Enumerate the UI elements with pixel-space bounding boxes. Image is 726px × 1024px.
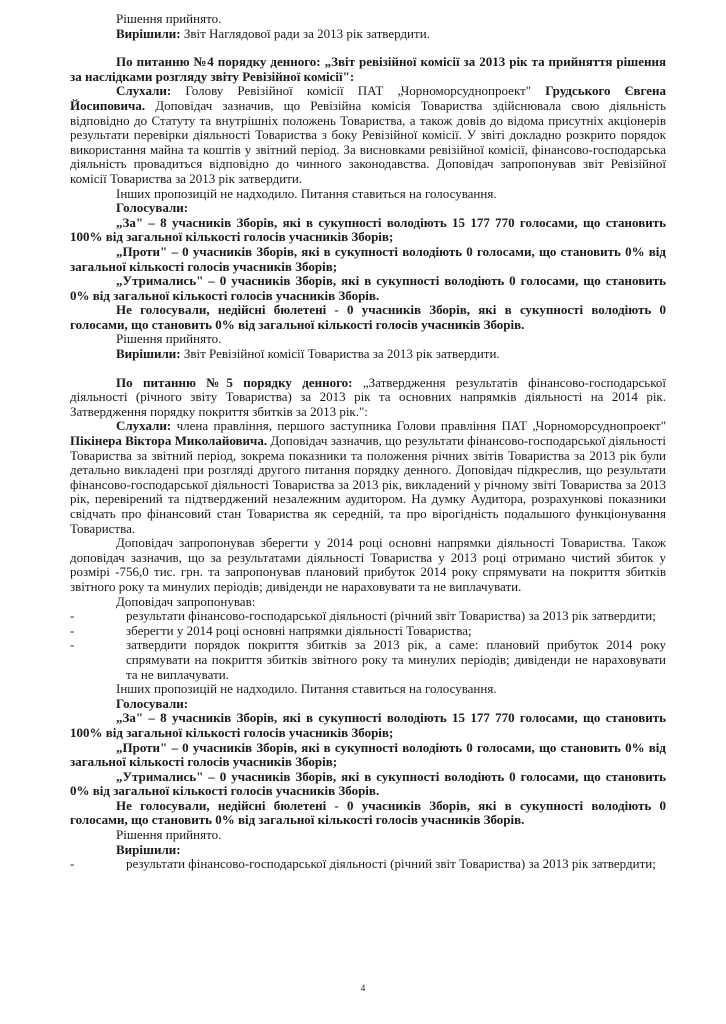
item5-heading [70,376,666,420]
page-number: 4 [360,983,366,994]
item4-not-voted: Не голосували, недійсні бюлетені - 0 учасників Зборів, які в сукупності володіють 0 голосами, що становить 0% від загальної кількості голосів учасників Зборів. [70,302,666,332]
item4-heard-label: Слухали: [116,83,172,99]
item4-vote-abstained: „Утримались" – 0 учасників Зборів, які в сукупності володіють 0 голосами, що становить 0% від загальної кількості голосів учасників Зборів. [70,273,666,303]
item5-heading-text: „Затвердження результатів фінансово-господарської діяльності (річного звіту Товариства) за 2013 рік та основних напрямків діяльності на 2014 рік. Затвердження порядку покриття збитків за 2013 рік.": [70,374,666,419]
item4-heading-label: По питанню №4 порядку денного: [116,54,321,70]
spacer [70,41,666,55]
item4-decided-label: Вирішили: [116,346,181,362]
decided-paragraph [70,27,666,42]
item4-voted-label: Голосували: [116,200,189,216]
decided-text: Звіт Наглядової ради за 2013 рік затвердити. [180,25,430,41]
item4-accepted: Рішення прийнято. [116,331,222,347]
list-item: - зберегти у 2014 році основні напрямки діяльності Товариства; [116,624,666,639]
item4-heading [70,55,666,84]
spacer [70,362,666,376]
item5-heading-label: По питанню №5 порядку денного: [116,374,353,390]
item5-proposed-label: Доповідач запропонував: [116,593,256,609]
item5-proposal-list [70,609,666,682]
decision-accepted-text: Рішення прийнято. [116,11,222,26]
list-item: - результати фінансово-господарської діяльності (річний звіт Товариства) за 2013 рік затвердити; [116,609,666,624]
item5-heard-label: Слухали: [116,418,172,434]
item4-decided-text: Звіт Ревізійної комісії Товариства за 2013 рік затвердити. [180,346,500,362]
item5-heard-paragraph [70,419,666,536]
item5-decided-label: Вирішили: [116,841,181,857]
item5-heard-name: Пікінера Віктора Миколайовича. [70,433,268,449]
item5-no-other: Інших пропозицій не надходило. Питання ставиться на голосування. [116,681,497,697]
item4-decided-paragraph [70,347,666,362]
item4-vote-for: „За" – 8 учасників Зборів, які в сукупності володіють 15 177 770 голосами, що становить 100% від загальної кількості голосів учасників Зборів; [70,214,666,245]
item4-heard-paragraph [70,84,666,186]
item5-voted-label: Голосували: [116,695,189,711]
item5-vote-against: „Проти" – 0 учасників Зборів, які в сукупності володіють 0 голосами, що становить 0% від загальної кількості голосів учасників Зборів; [70,739,666,770]
item4-vote-against: „Проти" – 0 учасників Зборів, які в сукупності володіють 0 голосами, що становить 0% від загальної кількості голосів учасників Зборів; [70,243,666,274]
item4-heading-text: „Звіт ревізійної комісії за 2013 рік та прийняття рішення за наслідками розгляду звіту Ревізійної комісії": [70,54,666,84]
item5-heard-text: члена правління, першого заступника Голови правління ПАТ „Чорноморсуднопроект" [171,418,666,434]
list-item: - затвердити порядок покриття збитків за 2013 рік, а саме: плановий прибуток 2014 року спрямувати на покриття збитків звітного року та минулих періодів; дивіденди не нараховувати та не виплачувати. [116,638,666,682]
item5-not-voted: Не голосували, недійсні бюлетені - 0 учасників Зборів, які в сукупності володіють 0 голосами, що становить 0% від загальної кількості голосів учасників Зборів. [70,797,666,828]
item5-decided-list [70,857,666,872]
item5-heard-rest: Доповідач зазначив, що результати фінансово-господарської діяльності Товариства за звітний період, зокрема показники та положення річних звітів Товариства за 2013 рік були детально викладені при розгляді другого питання порядку денного. Доповідач підкреслив, що результати фінансово-господарської діяльності Товариства за 2013 рік, викладений у річному звіті Товариства за 2013 рік, перевірений та підтверджений незалежним аудитором. На думку Аудитора, розрахункові показники свідчать про фінансовий стан Товариства як середній, та про вірогідність подальшого функціонування Товариства. [70,433,666,536]
list-item: - результати фінансово-господарської діяльності (річний звіт Товариства) за 2013 рік затвердити; [116,857,666,872]
item5-vote-abstained: „Утримались" – 0 учасників Зборів, які в сукупності володіють 0 голосами, що становить 0% від загальної кількості голосів учасників Зборів. [70,768,666,799]
decided-label: Вирішили: [116,25,181,41]
item4-heard-rest: Доповідач зазначив, що Ревізійна комісія Товариства здійснювала свою діяльність відповідно до Статуту та внутрішніх положень Товариства, а також довів до відома присутніх акціонерів результати перевірки діяльності Товариства з боку Ревізійної комісії. У звіті докладно розкрито порядок використання майна та коштів у звітний період. За висновками ревізійної комісії, фінансово-господарська діяльність провадиться відповідно до чинного законодавства. Доповідач запропонував звіт Ревізійної комісії Товариства за 2013 рік затвердити. [70,97,666,186]
item5-accepted: Рішення прийнято. [116,827,222,843]
item5-vote-for: „За" – 8 учасників Зборів, які в сукупності володіють 15 177 770 голосами, що становить 100% від загальної кількості голосів учасників Зборів; [70,710,666,740]
item5-proposal-paragraph: Доповідач запропонував зберегти у 2014 році основні напрямки діяльності Товариства. Також доповідач зазначив, що за результатами діяльності Товариства у 2013 році отримано чистий збиток у розмірі -756,0 тис. грн. та запропонував плановий прибуток 2014 року спрямувати на покриття збитків звітного року та минулих періодів; дивіденди не нараховувати та не виплачувати. [70,535,666,594]
item4-heard-name: Грудського Євгена Йосиповича. [70,83,666,113]
item4-heard-text: Голову Ревізійної комісії ПАТ „Чорноморсуднопроект" [171,83,546,99]
item4-no-other: Інших пропозицій не надходило. Питання ставиться на голосування. [116,185,497,201]
